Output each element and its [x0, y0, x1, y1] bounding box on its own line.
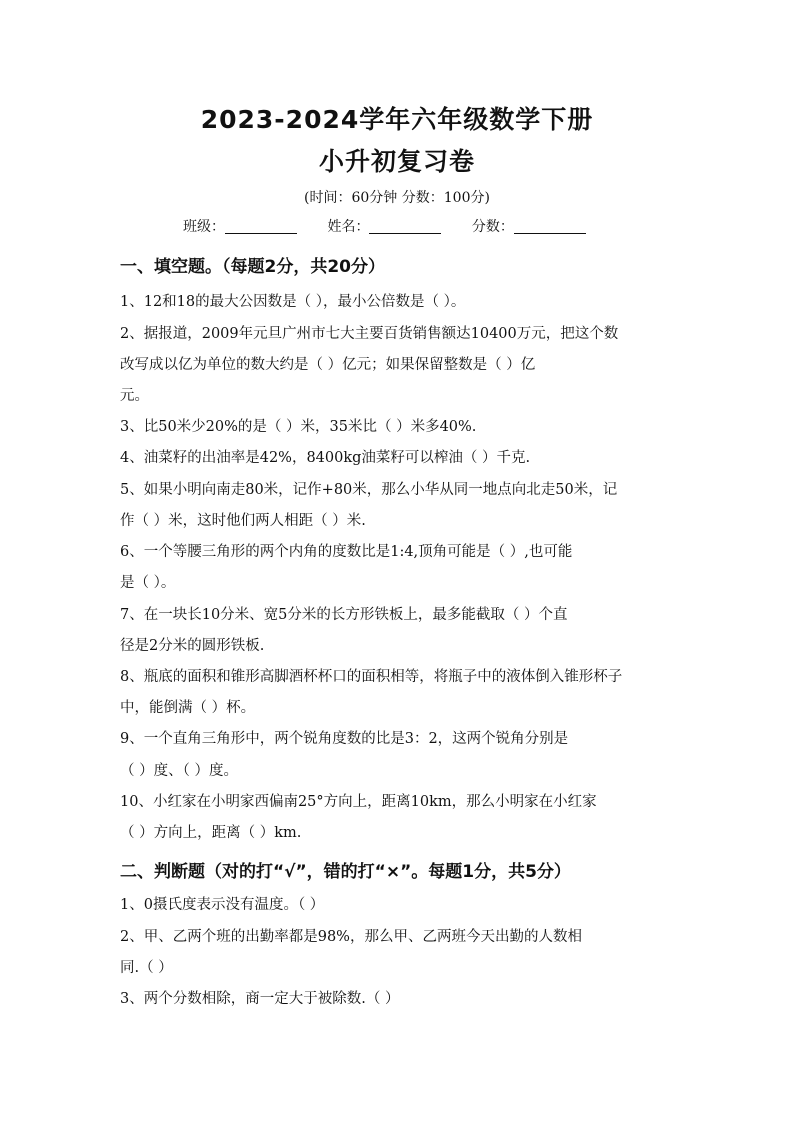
score-blank[interactable]	[514, 219, 586, 234]
question-line: 9、一个直角三角形中，两个锐角度数的比是3：2，这两个锐角分别是	[120, 731, 569, 747]
question-line: 中，能倒满（ ）杯。	[120, 700, 256, 716]
score-label: 分数：	[471, 219, 514, 235]
question-line: 改写成以亿为单位的数大约是（ ）亿元；如果保留整数是（ ）亿	[120, 357, 536, 373]
question-line: 3、两个分数相除，商一定大于被除数.（ ）	[120, 991, 400, 1007]
name-label: 姓名：	[327, 219, 370, 235]
question-line: 5、如果小明向南走80米，记作+80米，那么小华从同一地点向北走50米，记	[120, 482, 618, 498]
question-line: 7、在一块长10分米、宽5分米的长方形铁板上，最多能截取（ ）个直	[120, 607, 568, 623]
question-line: 8、瓶底的面积和锥形高脚酒杯杯口的面积相等，将瓶子中的液体倒入锥形杯子	[120, 669, 623, 685]
question-line: 作（ ）米，这时他们两人相距（ ）米.	[120, 513, 366, 529]
exam-meta: (时间：60分钟 分数：100分)	[304, 190, 490, 206]
question-line: 1、12和18的最大公因数是（ ），最小公倍数是（ ）。	[120, 294, 466, 310]
question-line: 径是2分米的圆形铁板.	[120, 638, 265, 654]
student-info-row	[183, 216, 612, 236]
exam-subtitle: 小升初复习卷	[318, 147, 475, 176]
question-line: 10、小红家在小明家西偏南25°方向上，距离10km，那么小明家在小红家	[120, 794, 597, 810]
question-line: 2、甲、乙两个班的出勤率都是98%，那么甲、乙两班今天出勤的人数相	[120, 929, 582, 945]
question-line: 3、比50米少20%的是（ ）米，35米比（ ）米多40%.	[120, 419, 477, 435]
name-blank[interactable]	[369, 219, 441, 234]
question-line: 1、0摄氏度表示没有温度。（ ）	[120, 897, 325, 913]
question-line: 是（ ）。	[120, 575, 176, 591]
section-fill-in-blank: 一、填空题。（每题2分，共20分）	[120, 257, 385, 277]
class-blank[interactable]	[225, 219, 297, 234]
question-line: （ ）方向上，距离（ ）km.	[120, 825, 302, 841]
question-line: 6、一个等腰三角形的两个内角的度数比是1:4,顶角可能是（ ）,也可能	[120, 544, 573, 560]
question-line: （ ）度、（ ）度。	[120, 763, 238, 779]
question-line: 4、油菜籽的出油率是42%，8400kg油菜籽可以榨油（ ）千克.	[120, 450, 531, 466]
question-line: 2、据报道，2009年元旦广州市七大主要百货销售额达10400万元，把这个数	[120, 326, 619, 342]
class-label: 班级：	[183, 219, 225, 235]
question-line: 元。	[120, 388, 149, 404]
section-true-false: 二、判断题（对的打“√”，错的打“×”。每题1分，共5分）	[120, 862, 571, 882]
exam-title: 2023-2024学年六年级数学下册	[200, 105, 594, 134]
question-line: 同.（ ）	[120, 960, 173, 976]
